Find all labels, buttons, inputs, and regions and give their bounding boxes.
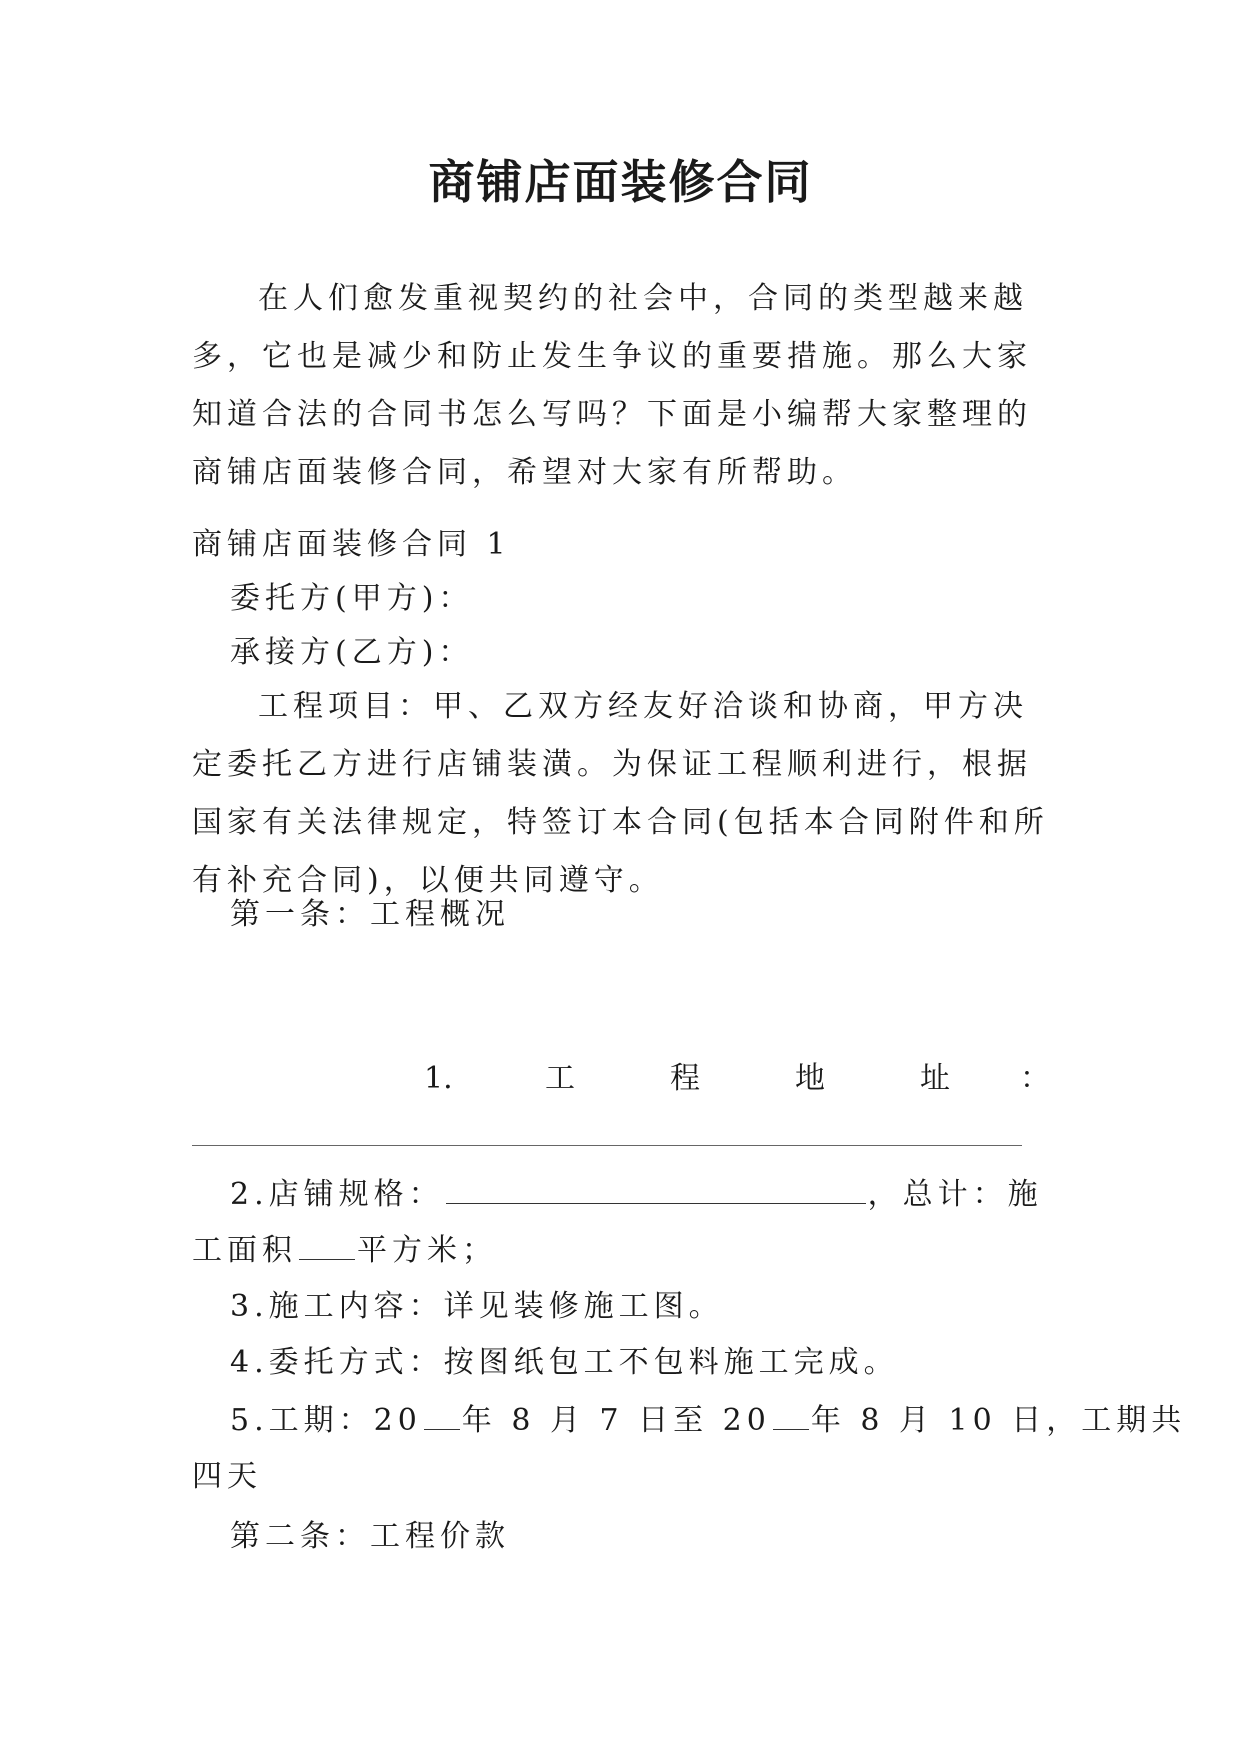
intro-paragraph: 在人们愈发重视契约的社会中，合同的类型越来越多，它也是减少和防止发生争议的重要措施。那么大家知道合法的合同书怎么写吗？下面是小编帮大家整理的商铺店面装修合同，希望对大家有所帮助。 — [192, 281, 1032, 490]
year-blank — [424, 1399, 460, 1430]
item-2-line-2 — [192, 1222, 497, 1280]
item-2-mid: ，总计：施 — [867, 1177, 1043, 1212]
item-1-char: 址 — [920, 1061, 950, 1096]
year-blank — [773, 1399, 809, 1430]
item-5-b: 年 8 月 7 日至 20 — [461, 1403, 771, 1438]
party-b-line: 承接方(乙方)： — [230, 635, 474, 670]
item-1-address-row — [192, 1050, 1052, 1108]
document-title: 商铺店面装修合同 — [428, 155, 813, 209]
section-heading: 商铺店面装修合同 1 — [192, 527, 511, 562]
item-5-a: 5.工期：20 — [230, 1403, 422, 1438]
project-paragraph: 工程项目：甲、乙双方经友好洽谈和协商，甲方决定委托乙方进行店铺装潢。为保证工程顺利进行，根据国家有关法律规定，特签订本合同(包括本合同附件和所有补充合同)，以便共同遵守。 — [192, 689, 1049, 898]
item-1-char: 程 — [670, 1061, 700, 1096]
item-4-line: 4.委托方式：按图纸包工不包料施工完成。 — [230, 1345, 899, 1380]
item-1-char: 工 — [545, 1061, 575, 1096]
item-2-prefix: 2.店铺规格： — [230, 1177, 444, 1212]
item-3-line: 3.施工内容：详见装修施工图。 — [230, 1289, 724, 1324]
item-2-line-1 — [230, 1166, 1043, 1224]
spec-blank — [446, 1173, 866, 1204]
item-5-line-2: 四天 — [192, 1459, 262, 1494]
article-2-heading: 第二条：工程价款 — [230, 1519, 510, 1554]
article-1-heading: 第一条：工程概况 — [230, 897, 510, 932]
item-2-area-unit: 平方米； — [357, 1233, 497, 1268]
address-blank-line — [192, 1145, 1022, 1146]
item-1-char: 地 — [795, 1061, 825, 1096]
area-blank — [299, 1229, 355, 1260]
item-5-c: 年 8 月 10 日，工期共 — [810, 1403, 1187, 1438]
item-1-colon: ： — [1020, 1061, 1050, 1096]
item-2-area-label: 工面积 — [192, 1233, 297, 1268]
item-1-number: 1. — [424, 1061, 453, 1096]
party-a-line: 委托方(甲方)： — [230, 581, 474, 616]
item-5-line-1 — [230, 1392, 1186, 1450]
